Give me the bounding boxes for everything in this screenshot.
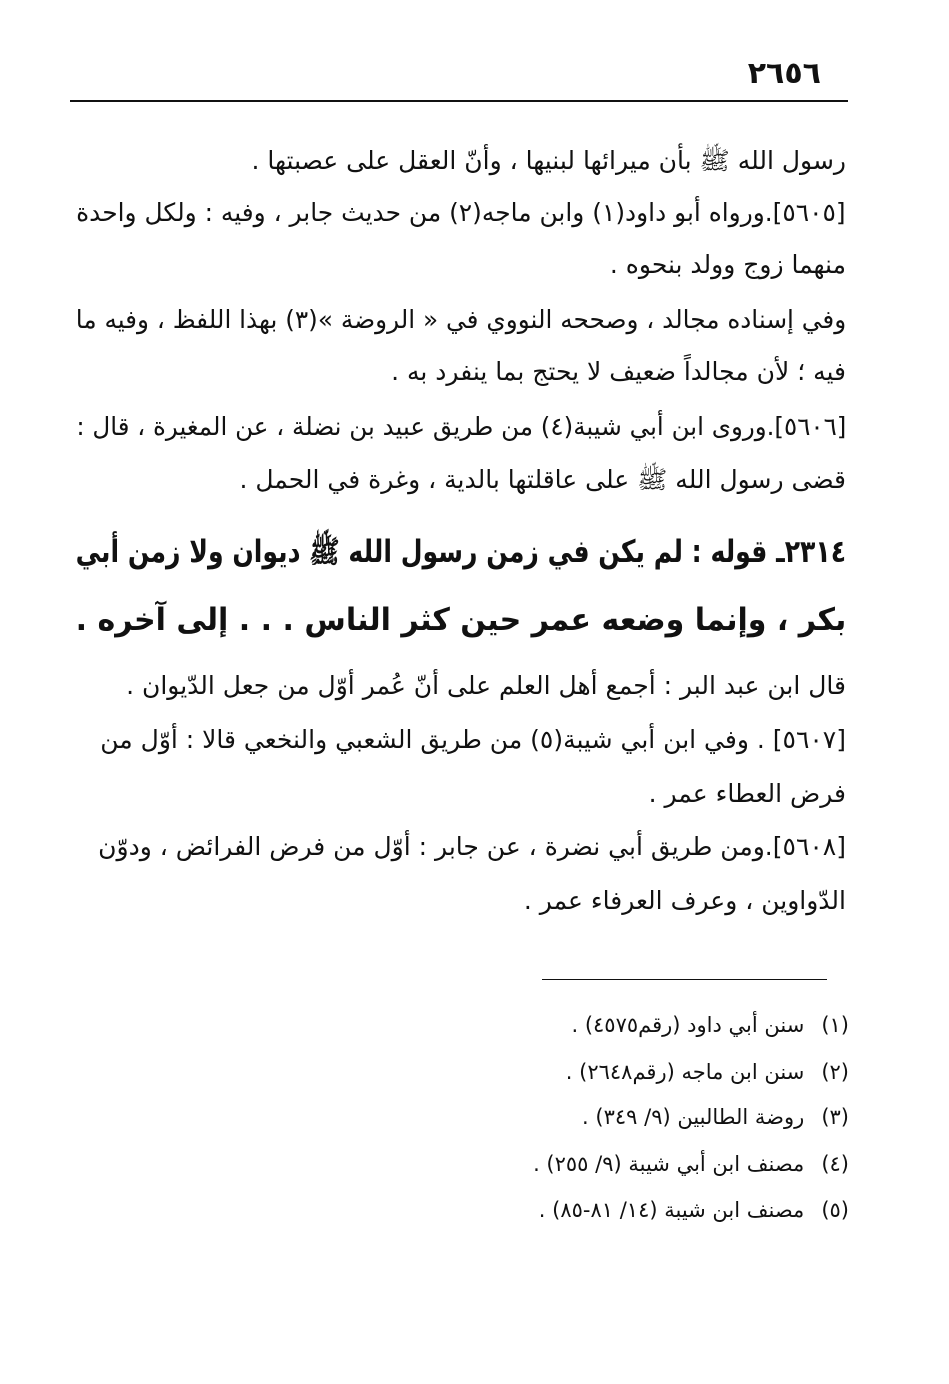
footnote-text: سنن أبي داود (رقم٤٥٧٥) .: [571, 1013, 805, 1037]
text-line: منهما زوج وولد بنحوه .: [609, 250, 846, 279]
header-rule: [70, 100, 848, 102]
footnote-number: (٣): [821, 1105, 849, 1129]
footnote-number: (٤): [821, 1152, 849, 1176]
footnote-separator: [542, 979, 827, 980]
page-number: ٢٦٥٦: [747, 56, 821, 91]
text-line: [٥٦٠٦].وروى ابن أبي شيبة(٤) من طريق عبيد بن نضلة ، عن المغيرة ، قال :: [75, 412, 846, 441]
footnote-item: [533, 1149, 849, 1179]
text-line: فرض العطاء عمر .: [648, 779, 846, 808]
footnote-text: مصنف ابن أبي شيبة (٩/ ٢٥٥) .: [533, 1152, 805, 1176]
footnote-number: (٢): [821, 1060, 849, 1084]
text-line: الدّواوين ، وعرف العرفاء عمر .: [523, 886, 846, 915]
text-line: [٥٦٠٥].ورواه أبو داود(١) وابن ماجه(٢) من حديث جابر ، وفيه : ولكل واحدة: [76, 198, 846, 227]
footnote-item: [539, 1195, 849, 1225]
text-line: قال ابن عبد البر : أجمع أهل العلم على أنّ عُمر أوّل من جعل الدّيوان .: [126, 671, 846, 700]
text-line: [٥٦٠٨].ومن طريق أبي نضرة ، عن جابر : أوّل من فرض الفرائض ، ودوّن: [98, 832, 846, 861]
footnote-item: [582, 1102, 849, 1132]
footnote-text: روضة الطالبين (٩/ ٣٤٩) .: [582, 1105, 805, 1129]
text-line: وفي إسناده مجالد ، وصححه النووي في « الروضة »(٣) بهذا اللفظ ، وفيه ما: [75, 305, 846, 334]
heading-line: بكر ، وإنما وضعه عمر حين كثر الناس . . . إلى آخره .: [75, 602, 846, 638]
text-line: قضى رسول الله ﷺ على عاقلتها بالدية ، وغرة في الحمل .: [239, 465, 846, 494]
heading-line: ٢٣١٤ـ قوله : لم يكن في زمن رسول الله ﷺ ديوان ولا زمن أبي: [75, 534, 846, 570]
text-line: فيه ؛ لأن مجالداً ضعيف لا يحتج بما ينفرد به .: [391, 357, 846, 386]
footnote-number: (١): [821, 1013, 849, 1037]
text-line: [٥٦٠٧] . وفي ابن أبي شيبة(٥) من طريق الشعبي والنخعي قالا : أوّل من: [100, 725, 846, 754]
footnote-item: [571, 1010, 849, 1040]
text-line: رسول الله ﷺ بأن ميرائها لبنيها ، وأنّ العقل على عصبتها .: [251, 146, 846, 175]
footnote-item: [566, 1057, 849, 1087]
footnote-text: مصنف ابن شيبة (١٤/ ٨١-٨٥) .: [538, 1198, 805, 1222]
footnote-number: (٥): [821, 1198, 849, 1222]
footnote-text: سنن ابن ماجه (رقم٢٦٤٨) .: [565, 1060, 805, 1084]
